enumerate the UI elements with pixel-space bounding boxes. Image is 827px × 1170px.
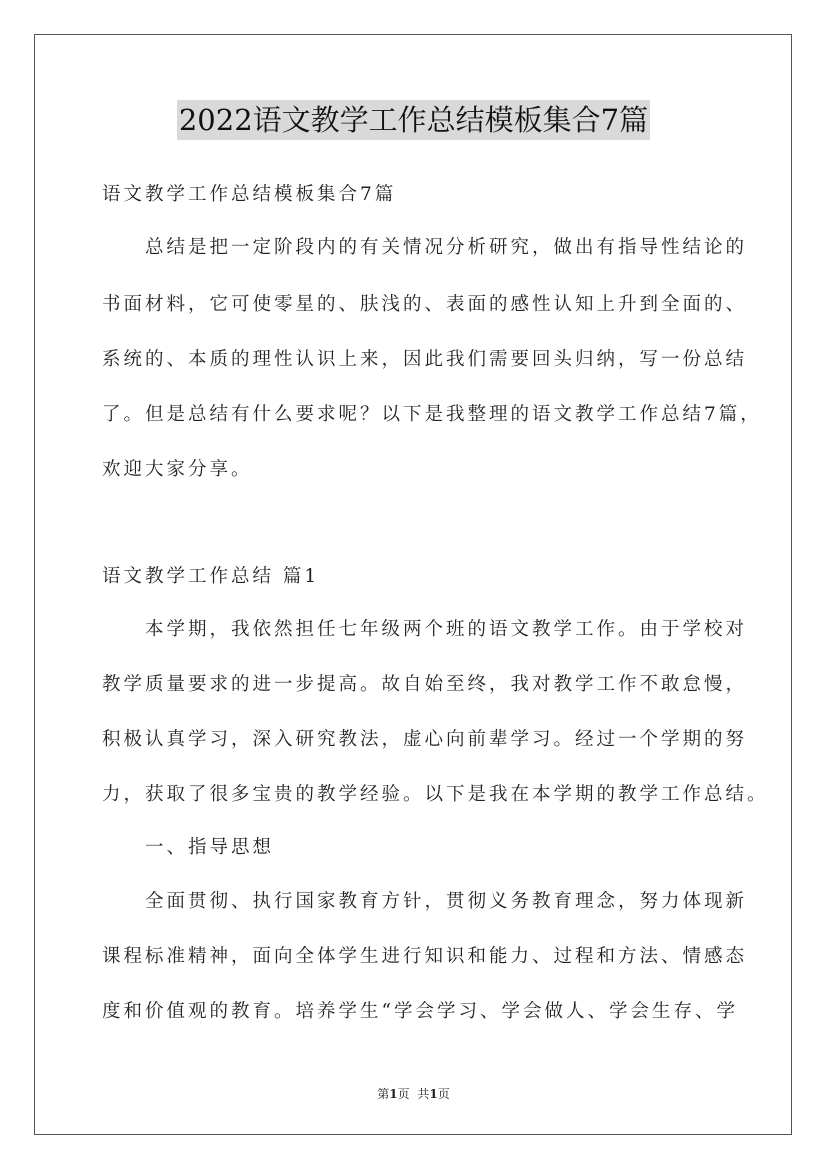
- paragraph-line: 本学期，我依然担任七年级两个班的语文教学工作。由于学校对: [145, 619, 748, 640]
- paragraph-line: 全面贯彻、执行国家教育方针，贯彻义务教育理念，努力体现新: [145, 891, 748, 912]
- paragraph-line: 教学质量要求的进一步提高。故自始至终，我对教学工作不敢怠慢，: [102, 674, 748, 695]
- paragraph-line: 力，获取了很多宝贵的教学经验。以下是我在本学期的教学工作总结。: [102, 784, 769, 805]
- page-footer: [0, 1085, 827, 1102]
- title-container: [0, 100, 827, 140]
- paragraph-line: 系统的、本质的理性认识上来，因此我们需要回头归纳，写一份总结: [102, 349, 748, 370]
- paragraph-line: 课程标准精神，面向全体学生进行知识和能力、过程和方法、情感态: [102, 946, 748, 967]
- footer-total-prefix: 共: [417, 1087, 430, 1101]
- paragraph-line: 欢迎大家分享。: [102, 459, 253, 480]
- footer-page-number: 1: [389, 1087, 398, 1101]
- section-heading: 语文教学工作总结 篇1: [102, 566, 320, 587]
- paragraph-line: 度和价值观的教育。培养学生“学会学习、学会做人、学会生存、学: [102, 1001, 738, 1022]
- footer-total-suffix: 页: [437, 1087, 450, 1101]
- paragraph-line: 总结是把一定阶段内的有关情况分析研究，做出有指导性结论的: [145, 237, 748, 258]
- paragraph-line: 了。但是总结有什么要求呢？以下是我整理的语文教学工作总结7篇，: [102, 404, 762, 425]
- paragraph-line: 书面材料，它可使零星的、肤浅的、表面的感性认知上升到全面的、: [102, 294, 748, 315]
- footer-page-suffix: 页: [397, 1087, 410, 1101]
- document-title: 2022语文教学工作总结模板集合7篇: [177, 100, 650, 140]
- subsection-heading: 一、指导思想: [145, 837, 275, 858]
- footer-total-number: 1: [429, 1087, 438, 1101]
- paragraph-line: 积极认真学习，深入研究教法，虚心向前辈学习。经过一个学期的努: [102, 729, 748, 750]
- footer-page-prefix: 第: [377, 1087, 390, 1101]
- subtitle-line: 语文教学工作总结模板集合7篇: [102, 184, 397, 205]
